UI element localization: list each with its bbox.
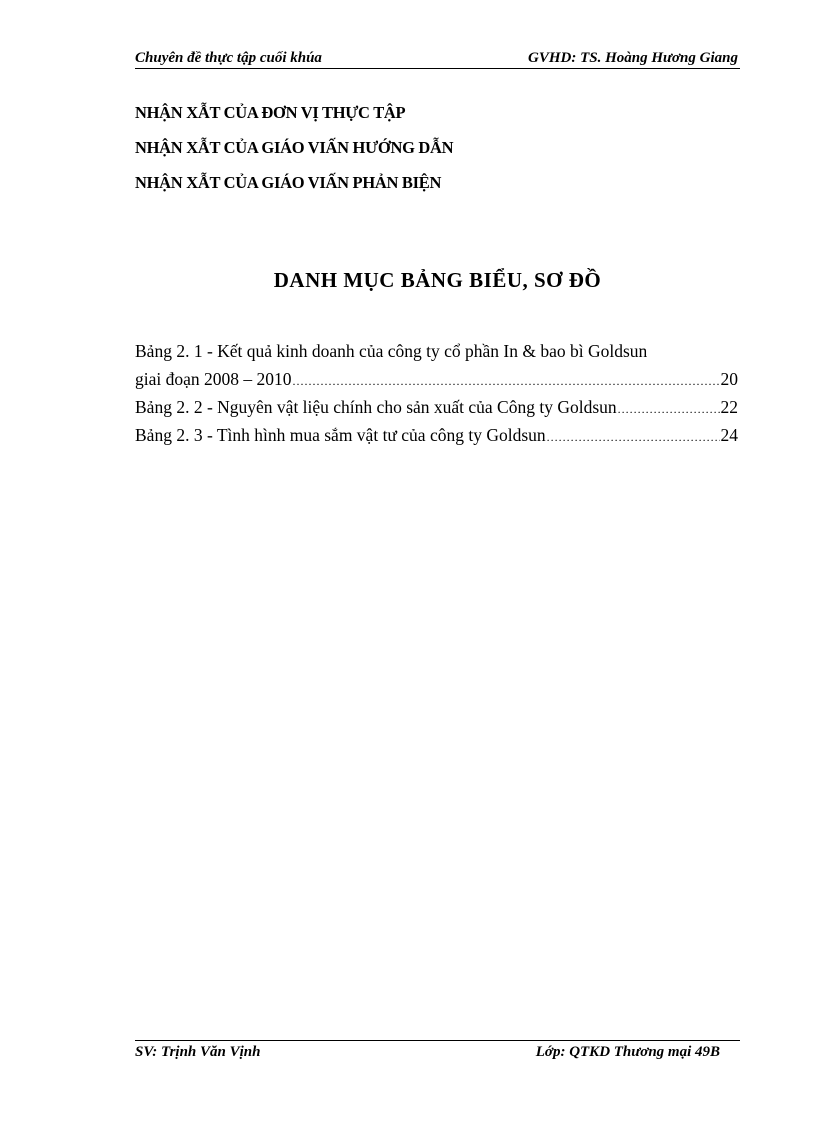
- toc-entry-3-title: Bảng 2. 3 - Tình hình mua sắm vật tư của công ty Goldsun: [135, 425, 546, 445]
- toc-entry-1-title-cont: giai đoạn 2008 – 2010: [135, 369, 292, 389]
- toc-leader-dots: [547, 423, 720, 451]
- toc-entry-3-page: 24: [720, 425, 738, 445]
- toc-leader-dots: [293, 367, 720, 395]
- toc-title: DANH MỤC BẢNG BIỂU, SƠ ĐỒ: [273, 268, 602, 292]
- comment-sections: [135, 101, 453, 206]
- section-heading-reviewer: NHẬN XẪT CỦA GIÁO VIẤN PHẢN BIỆN: [135, 173, 442, 192]
- toc-entry-1-line-1: [135, 337, 738, 365]
- table-of-contents: [135, 337, 738, 449]
- section-heading-supervisor: NHẬN XẪT CỦA GIÁO VIẤN HƯỚNG DẪN: [135, 138, 454, 157]
- page-footer: [135, 1040, 740, 1065]
- footer-class: Lớp: QTKD Thương mại 49B: [535, 1044, 720, 1060]
- page-header: [135, 48, 740, 69]
- toc-entry-2-title: Bảng 2. 2 - Nguyên vật liệu chính cho sản xuất của Công ty Goldsun: [135, 397, 617, 417]
- toc-leader-dots: [618, 395, 720, 423]
- header-course-title: Chuyên đề thực tập cuối khúa: [135, 50, 322, 66]
- toc-entry-3[interactable]: [135, 421, 738, 449]
- header-supervisor: GVHD: TS. Hoàng Hương Giang: [528, 50, 738, 66]
- toc-entry-2[interactable]: [135, 393, 738, 421]
- toc-entry-1-page: 20: [720, 369, 738, 389]
- toc-entry-2-page: 22: [720, 397, 738, 417]
- section-heading-internship-unit: NHẬN XẪT CỦA ĐƠN VỊ THỰC TẬP: [135, 103, 406, 122]
- toc-entry-1-line-2[interactable]: [135, 365, 738, 393]
- footer-student: SV: Trịnh Văn Vịnh: [135, 1044, 261, 1060]
- toc-entry-1-title: Bảng 2. 1 - Kết quả kinh doanh của công ty cổ phần In & bao bì Goldsun: [135, 341, 648, 361]
